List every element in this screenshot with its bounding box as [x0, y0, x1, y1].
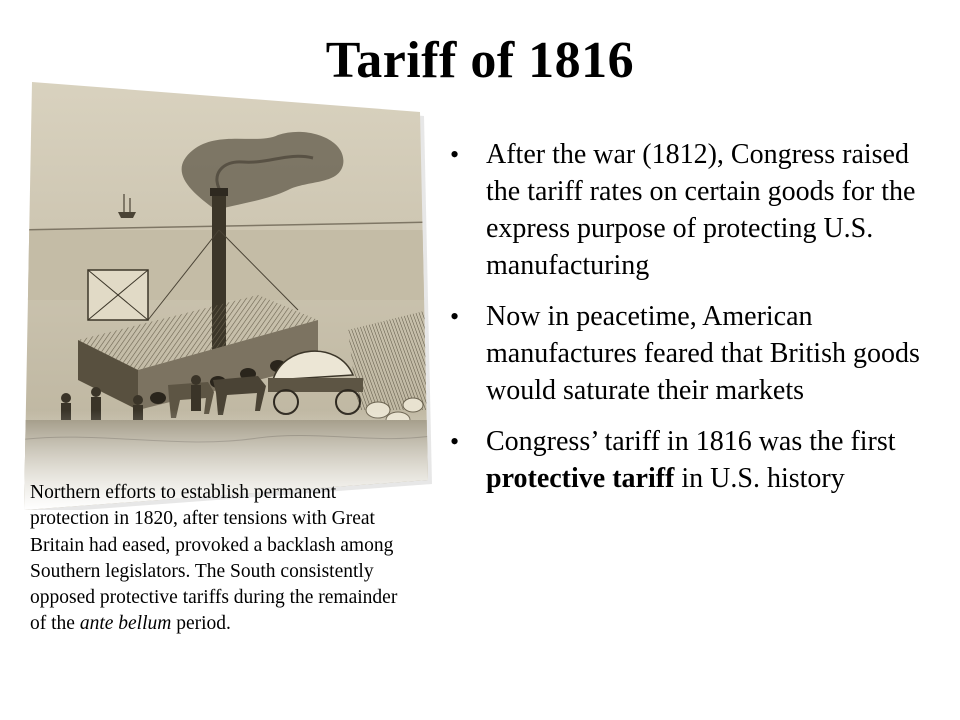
bullet-list	[440, 136, 930, 511]
caption-text-italic: ante bellum	[79, 613, 172, 635]
bullet-text: Now in peacetime, American manufactures feared that British goods would saturate their markets	[486, 301, 920, 406]
bullet-item	[440, 423, 930, 497]
bullet-item	[440, 298, 930, 409]
slide-title: Tariff of 1816	[325, 32, 635, 89]
image-caption	[30, 480, 415, 638]
bullet-text-end: in U.S. history	[674, 463, 845, 494]
caption-text-start: Northern efforts to establish permanent protection in 1820, after tensions with Great Britain had eased, provoked a backlash among Southern legislators. The South consistently opposed protective tariffs during the remainder of the	[30, 482, 398, 635]
bullet-item	[440, 136, 930, 284]
factory-engraving-icon	[18, 80, 438, 510]
bullet-marker: •	[450, 427, 460, 456]
factory-engraving-image	[18, 80, 438, 510]
bullet-text-start: Congress’ tariff in 1816 was the first	[486, 426, 896, 457]
bullet-marker: •	[450, 302, 460, 331]
bullet-text: After the war (1812), Congress raised the tariff rates on certain goods for the express purpose of protecting U.S. manufacturing	[486, 139, 916, 281]
bullet-marker: •	[450, 140, 460, 169]
caption-text-end: period.	[171, 613, 231, 635]
bullet-text-bold: protective tariff	[486, 463, 675, 494]
